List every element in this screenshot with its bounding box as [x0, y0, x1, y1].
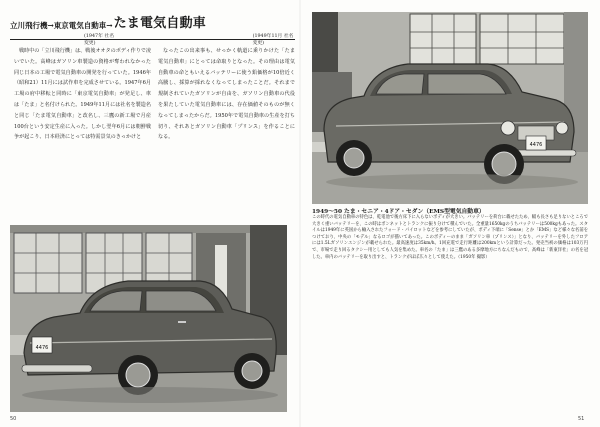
article-header: [10, 12, 295, 46]
page-number-right: 51: [578, 416, 585, 422]
header-title-row: [10, 12, 295, 31]
page-number-left: 50: [10, 416, 17, 422]
car-rear-illustration: [10, 225, 287, 412]
photo-car-front: [312, 12, 588, 204]
body-paragraph-a: 戦時中の「立川飛行機」は、戦後オオタのボディ作りで凌いでいた。高峰はガソリン車製造の資格が奪われなかった同じ日本の工場で電気自動車の開発を行っていた。1946年（昭和21）11月には試作車を完成させている。1947年6月工場の府中移転と同時に「東京電気自動車」が発足し、車は「たま」と名付けられた。1949年11月には社名を製造名と同じ「たま電気自動車」と改名し、三鷹の新工場で月産100台という安定生産に入った。しかし翌年6月には朝鮮戦争が起こり、日本経済にとっては特需景気のきっかけと: [14, 48, 151, 141]
header-sub-right: (1949年11月 社名変更): [252, 34, 294, 46]
body-paragraph-b: なったこの出来事も、せっかく軌道に乗りかけた「たま電気自動車」にとっては命取りとなった。その理由は電気自動車の命ともいえるバッテリーに使う鉛価格が10倍近く高騰し、採算が採れなくなってしまったことだ。それまで規制されていたガソリンが自由を、ガソリン自動車の代役を果たしていた電気自動車には、存在価値そのものが無くなってしまったからだ。1950年で電気自動車の生産を打ち切り、それあとガソリン自動車「プリンス」を作ることになる。: [158, 48, 295, 141]
front-plate-text: 4476: [529, 142, 543, 148]
car-front-illustration: [312, 12, 588, 204]
header-title: たま電気自動車: [113, 16, 206, 31]
body-column-a: [14, 46, 151, 143]
rear-plate-text: 4476: [35, 345, 49, 351]
caption-title: 1949～50 たま・セニア・4ドア・セダン（EMS型電気自動車）: [312, 209, 485, 215]
header-sub-left: (1947年 社名変更): [84, 34, 114, 46]
photo-car-rear: [10, 225, 287, 412]
header-lead: 立川飛行機→東京電気自動車→: [10, 21, 113, 30]
header-rule: [10, 39, 295, 40]
caption-body: この時代の電気自動車の特色は、乾電池で後方床下に入らないボディが大きい。バッテリーを荷台に載せたため、幅も長さも足りないところで大きく重いバッテリーを、この時はボンネットとトランクに振り分けて積んでいた。全重量1650kgのうちバッテリーは500kgもあった。スタイルは1949年に英国から輸入されたフォード・パイロットなどを参考にしていたが、ボディ下端に「Sense」とか「EMS」など様々な名前をつけており、中央の「モデル」なるロゴが描いてあった。このボディーのまま「ガソリン車（プリンス）」となり、バッテリーを外したフロアには1.5Lガソリンエンジンが載せられた。最高速度は35km/h。1回充電で走行距離は200kmという計算だった。発売当初の価格は103万円で、市場で走り回るタクシー用としても人気を集めた。車名の「たま」は三鷹のある多摩地方にちなんだもので、高峰は「新東洋社」の名を冠した。車内のバッテリーを取り出すと、トランクがほぼ広々として使えた。（1950年 撮影）: [312, 215, 588, 260]
page-gutter: [299, 0, 301, 427]
body-column-b: [158, 46, 295, 143]
